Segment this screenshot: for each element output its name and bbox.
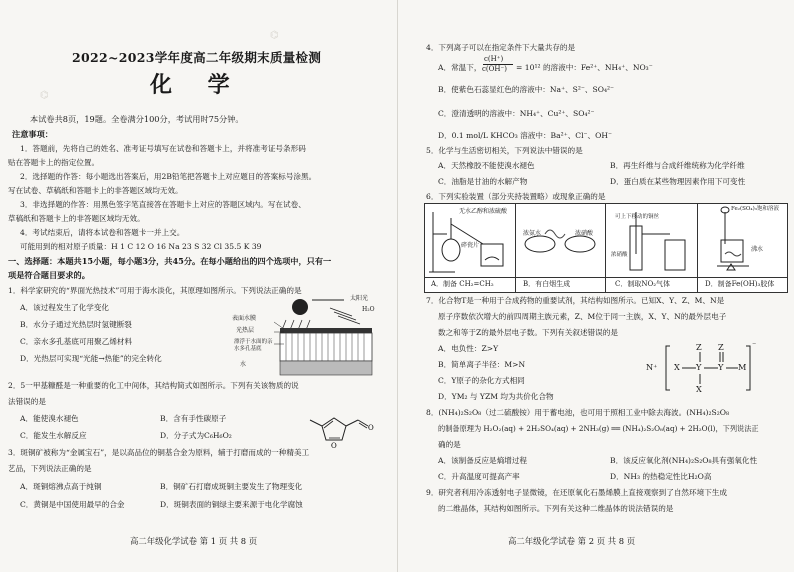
- q7-atom-n: N⁺: [646, 362, 658, 372]
- svg-text:O: O: [368, 424, 374, 432]
- note-line: 2．选择题的作答：每小题选出答案后，用2B铅笔把答题卡上对应题目的答案标号涂黑。: [20, 172, 317, 181]
- q3-option-c: C．黄铜是中国使用最早的合金: [20, 500, 125, 509]
- q1-photothermal-figure: [232, 295, 392, 378]
- q9-stem: 9．研究者利用冷冻透射电子显微镜，在还原氧化石墨烯膜上直接观察到了自然环境下生成: [426, 488, 727, 497]
- q6-label-copper-wire: 可上下移动的铜丝: [615, 214, 660, 220]
- q7-atom-y: Y: [696, 362, 702, 372]
- q4-stem: 4．下列离子可以在指定条件下大量共存的是: [426, 43, 576, 52]
- q1-option-b: B．水分子通过光热层时氢键断裂: [20, 320, 132, 329]
- q1-option-a: A．该过程发生了化学变化: [20, 303, 110, 312]
- q8-option-a: A．该制备反应是熵增过程: [438, 456, 528, 465]
- q1-label-water-film: 表面水膜: [232, 315, 257, 322]
- q7-stem-cont: 原子序数依次增大的前四周期主族元素，Z、M位于同一主族，X、Y、N的最外层电子: [438, 312, 727, 321]
- q7-charge: ⁻: [752, 340, 757, 350]
- q8-option-c: C．升高温度可提高产率: [438, 472, 520, 481]
- page-2-footer: 高二年级化学试卷 第 2 页 共 8 页: [508, 536, 636, 546]
- watermark-structure-2: ⌬: [40, 90, 49, 101]
- page-1-footer: 高二年级化学试卷 第 1 页 共 8 页: [130, 536, 258, 546]
- exam-page-2: [397, 0, 794, 572]
- q7-option-c: C．Y原子的杂化方式相同: [438, 376, 525, 385]
- note-line: 写在试卷、草稿纸和答题卡上的非答题区域均无效。: [8, 186, 183, 195]
- q6-label-ferric-sulfate: Fe₂(SO₄)₃饱和溶液: [731, 206, 779, 212]
- q3-stem: 3．斑铜矿被称为“金属宝石”，是以高品位的铜基合金为原料，辅于打磨而成的一种精美工: [8, 448, 310, 457]
- note-line: 4．考试结束后，请将本试卷和答题卡一并上交。: [20, 228, 185, 237]
- q1-label-sunlight: 太阳光: [350, 295, 369, 302]
- q1-label-water: 水: [240, 361, 247, 368]
- q7-option-b: B．简单离子半径：M>N: [438, 360, 526, 369]
- q1-label-photothermal: 光热层: [236, 327, 255, 334]
- atomic-masses: 可能用到的相对原子质量：H 1 C 12 O 16 Na 23 S 32 Cl 35.5 K 39: [20, 242, 262, 251]
- q6-stem: 6．下列实验装置（部分夹持装置略）或现象正确的是: [426, 192, 606, 201]
- q2-stem-cont: 法错误的是: [8, 397, 46, 406]
- q5-stem: 5．化学与生活密切相关，下列说法中错误的是: [426, 146, 583, 155]
- q6-label-boiling-water: 沸水: [751, 246, 764, 253]
- note-line: 草稿纸和答题卡上的非答题区域均无效。: [8, 214, 145, 223]
- q1-option-c: C．亲水多孔基底可用聚乙烯材料: [20, 337, 133, 346]
- q7-compound-structure: [648, 340, 768, 396]
- q7-stem-cont-2: 数之和等于Z的最外层电子数。下列有关叙述错误的是: [438, 328, 618, 337]
- q2-option-a: A．能使溴水褪色: [20, 414, 79, 423]
- q3-option-d: D．斑铜表面的铜绿主要来源于电化学腐蚀: [160, 500, 303, 509]
- q4-fraction-numerator: c(H⁺): [484, 55, 504, 63]
- q2-furfural-structure: [298, 408, 378, 448]
- q9-stem-cont: 的二维晶体，其结构如图所示。下列有关这种二维晶体的说法错误的是: [438, 504, 674, 513]
- q4-option-a-prefix: A．常温下，: [438, 63, 482, 72]
- q6-caption-a: A．制备 CH₂=CH₂: [431, 280, 494, 288]
- q6-caption-b: B．有白烟生成: [523, 280, 571, 288]
- q2-option-b: B．含有手性碳原子: [160, 414, 227, 423]
- q6-label-nitric-c: 浓硝酸: [611, 252, 628, 258]
- q3-option-a: A．斑铜熔沸点高于纯铜: [20, 482, 102, 491]
- q7-stem: 7．化合物T是一种用于合成药物的重要试剂，其结构如图所示。已知X、Y、Z、M、N是: [426, 296, 725, 305]
- q6-caption-d: D．制备Fe(OH)₃胶体: [705, 280, 775, 288]
- q4-option-b: B．使紫色石蕊显红色的溶液中：Na⁺、S²⁻、SO₄²⁻: [438, 85, 615, 94]
- q7-atom-x2: X: [696, 384, 702, 394]
- q7-atom-z: Z: [718, 342, 724, 352]
- q1-option-d: D．光热层可实现“光能→热能”的完全转化: [20, 354, 162, 363]
- q6-label-porcelain: 碎瓷片: [461, 242, 480, 249]
- q7-atom-m: M: [738, 362, 747, 372]
- section-heading-cont: 项是符合题目要求的。: [8, 270, 90, 280]
- q3-stem-cont: 艺品，下列说法正确的是: [8, 464, 92, 473]
- q4-option-c: C．澄清透明的溶液中：NH₄⁺、Cu²⁺、SO₄²⁻: [438, 109, 595, 118]
- q8-option-d: D．NH₃ 的热稳定性比H₂O高: [610, 472, 712, 481]
- q8-stem-cont: 的制备原理为 H₂O₂(aq) + 2H₂SO₄(aq) + 2NH₃(g) ══ (NH₄)₂S₂O₈(aq) + 2H₂O(l)，下列说法正: [438, 424, 759, 433]
- watermark-structure: ⌬: [270, 30, 279, 41]
- section-heading: 一、选择题：本题共15小题，每小题3分，共45分。在每小题给出的四个选项中，只有一: [8, 256, 332, 266]
- notes-heading: 注意事项：: [12, 129, 53, 139]
- note-line: 3．非选择题的作答：用黑色签字笔直接答在答题卡上对应的答题区域内。写在试卷、: [20, 200, 306, 209]
- note-line: 贴在答题卡上的指定位置。: [8, 158, 100, 167]
- subject-title: 化 学: [150, 72, 244, 98]
- q1-stem: 1．科学家研究的“界面光热技术”可用于海水淡化，其原理如图所示。下列说法正确的是: [8, 286, 302, 295]
- exam-title: 2022~2023学年度高二年级期末质量检测: [72, 50, 322, 65]
- q6-apparatus-figure: [424, 203, 788, 293]
- q5-option-d: D．蛋白质在某些物理因素作用下可变性: [610, 177, 746, 186]
- q8-option-b: B．该反应氧化剂(NH₄)₂S₂O₈具有强氧化性: [610, 456, 758, 465]
- exam-intro: 本试卷共8页，19题。全卷满分100分，考试用时75分钟。: [30, 114, 244, 124]
- q1-label-h2o: H₂O: [362, 306, 375, 313]
- q7-atom-y2: Y: [718, 362, 724, 372]
- q6-label-nitric-b: 浓硝酸: [575, 230, 594, 237]
- q4-fraction-denominator: c(OH⁻): [482, 65, 507, 73]
- q6-label-ethanol: 无水乙醇和浓硫酸: [459, 208, 508, 215]
- q5-option-a: A．天然橡胶不能使溴水褪色: [438, 161, 535, 170]
- q2-stem: 2．5一甲基糠醛是一种重要的化工中间体，其结构简式如图所示。下列有关该物质的说: [8, 381, 299, 390]
- q7-atom-x: X: [674, 362, 680, 372]
- q2-option-c: C．能发生水解反应: [20, 431, 87, 440]
- q5-option-b: B．再生纤维与合成纤维统称为化学纤维: [610, 161, 745, 170]
- q2-option-d: D．分子式为C₆H₆O₂: [160, 431, 232, 440]
- q7-option-a: A．电负性：Z>Y: [438, 344, 499, 353]
- q8-stem: 8．(NH₄)₂S₂O₈（过二硫酸铵）用于蓄电池，也可用于照相工业中除去海波。(NH₄)₂S₂O₈: [426, 408, 730, 417]
- note-line: 1．答题前，先将自己的姓名、准考证号填写在试卷和答题卡上，并将准考证号条形码: [20, 144, 306, 153]
- svg-text:O: O: [331, 442, 337, 450]
- q1-label-substrate: 漂浮于水面的亲水多孔基底: [234, 339, 273, 352]
- q6-label-ammonia: 浓氨水: [523, 230, 542, 237]
- q4-option-a-rest: = 10¹² 的溶液中：Fe²⁺、NH₄⁺、NO₃⁻: [516, 63, 653, 72]
- q8-stem-cont-2: 确的是: [438, 440, 461, 449]
- q4-option-d: D．0.1 mol/L KHCO₃ 溶液中：Ba²⁺、Cl⁻、OH⁻: [438, 131, 613, 140]
- q7-structure-bonds: [648, 340, 768, 396]
- q5-option-c: C．油脂是甘油的水解产物: [438, 177, 528, 186]
- q3-option-b: B．铜矿石打磨成斑铜主要发生了物理变化: [160, 482, 303, 491]
- q6-caption-c: C．制取NO₂气体: [615, 280, 671, 288]
- q7-atom-z2: Z: [696, 342, 702, 352]
- q7-option-d: D．YM₂ 与 YZM 均为共价化合物: [438, 392, 554, 401]
